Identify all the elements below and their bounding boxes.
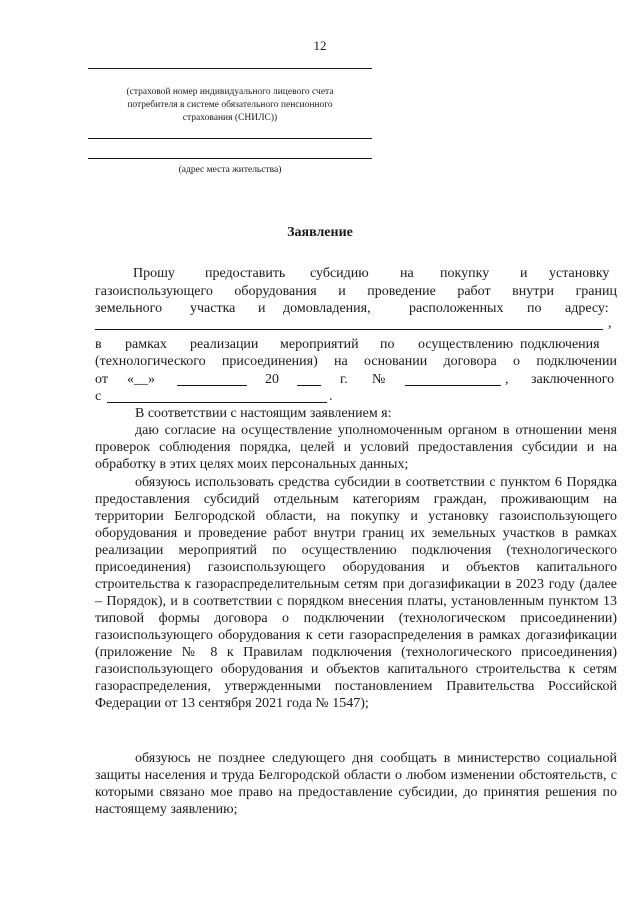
counterparty-field xyxy=(107,389,327,403)
snils-caption-line: потребителя в системе обязательного пенсионного xyxy=(127,100,333,110)
century-label: 20 xyxy=(265,372,279,387)
request-word: земельного xyxy=(95,301,163,316)
request-line-2 xyxy=(95,284,617,301)
request-word: и xyxy=(258,301,266,316)
request-word: рамках xyxy=(125,337,167,352)
request-text: (технологического присоединения) на основании договора о подключении xyxy=(95,354,617,369)
request-word: Прошу xyxy=(133,266,175,281)
consent-paragraph: даю согласие на осуществление уполномоченным органом в отношении меня проверок соблюдения порядка, целей и условий предоставления субсидии и на обработку в этих целях моих персональных данных; xyxy=(95,423,617,472)
request-word: домовладения, xyxy=(283,301,371,316)
from-label: от xyxy=(95,372,108,387)
request-word: и xyxy=(520,266,528,281)
snils-line xyxy=(88,68,372,69)
day-field: «__» xyxy=(127,372,155,387)
number-sign: № xyxy=(372,372,386,387)
snils-caption-line: (страховой номер индивидуального лицевого счета xyxy=(126,87,334,97)
request-word: покупку xyxy=(440,266,490,281)
request-word: субсидию xyxy=(310,266,369,281)
request-word: мероприятий xyxy=(280,337,359,352)
month-field xyxy=(177,372,247,386)
request-line-8 xyxy=(95,389,617,406)
request-word: адресу: xyxy=(565,301,609,316)
intro-paragraph: В соответствии с настоящим заявлением я: xyxy=(135,406,392,421)
with-label: с xyxy=(95,389,102,404)
request-word: на xyxy=(400,266,414,281)
request-line-7 xyxy=(95,372,617,389)
obligation-paragraph: обязуюсь использовать средства субсидии в соответствии с пунктом 6 Порядка предоставления субсидий отдельным категориям граждан, проживающим на территории Белгородской области, на покупку и установку газоиспользующего оборудования и проведение работ внутри границ их земельных участков в рамках реализации мероприятий по осуществлению подключения (технологического присоединения) газоиспользующего оборудования и объектов капитального строительства к газораспределительным сетям при догазификации в 2023 году (далее – Порядок), и в соответствии с порядком внесения платы, установленным пунктом 13 типовой формы договора о подключении (технологическом присоединении) газоиспользующего оборудования к сети газораспределения в рамках догазификации (приложение № 8 к Правилам подключения (технологического присоединения) газоиспользующего оборудования и объектов капитального строительства к сетям газораспределения, утвержденными постановлением Правительства Российской Федерации от 13 сентября 2021 года № 1547); xyxy=(95,475,617,711)
request-text: газоиспользующего оборудования и проведение работ внутри границ xyxy=(95,284,617,299)
request-word: предоставить xyxy=(205,266,286,281)
address-line xyxy=(88,158,372,159)
request-word: участка xyxy=(190,301,236,316)
address-caption: (адрес места жительства) xyxy=(178,165,282,175)
snils-caption-line: страхования (СНИЛС)) xyxy=(182,113,278,123)
notification-paragraph: обязуюсь не позднее следующего дня сообщать в министерство социальной защиты населения и труда Белгородской области о любом изменении обстоятельств, с которыми связано мое право на предоставление субсидии, до принятия решения по настоящему заявлению; xyxy=(95,751,617,817)
address-comma: , xyxy=(608,316,612,331)
page-number: 12 xyxy=(313,38,327,53)
request-word: в xyxy=(95,337,102,352)
request-word: осуществлению xyxy=(418,337,514,352)
request-word: подключения xyxy=(520,337,600,352)
address-blank xyxy=(95,329,603,330)
request-line-3 xyxy=(95,301,617,318)
request-word: по xyxy=(380,337,395,352)
request-line-1 xyxy=(95,266,617,283)
request-line-5 xyxy=(95,337,617,354)
request-word: реализации xyxy=(190,337,259,352)
contract-comma: , xyxy=(505,372,509,387)
document-title: Заявление xyxy=(287,225,353,240)
year-field xyxy=(297,372,321,386)
line-dot: . xyxy=(329,389,333,404)
request-word: по xyxy=(527,301,542,316)
contract-number-field xyxy=(405,372,501,386)
request-word: установку xyxy=(549,266,610,281)
request-word: расположенных xyxy=(409,301,504,316)
snils-caption xyxy=(88,86,372,125)
request-line-6 xyxy=(95,354,617,371)
year-suffix: г. xyxy=(340,372,348,387)
address-line xyxy=(88,138,372,139)
concluded-label: заключенного xyxy=(531,372,615,387)
